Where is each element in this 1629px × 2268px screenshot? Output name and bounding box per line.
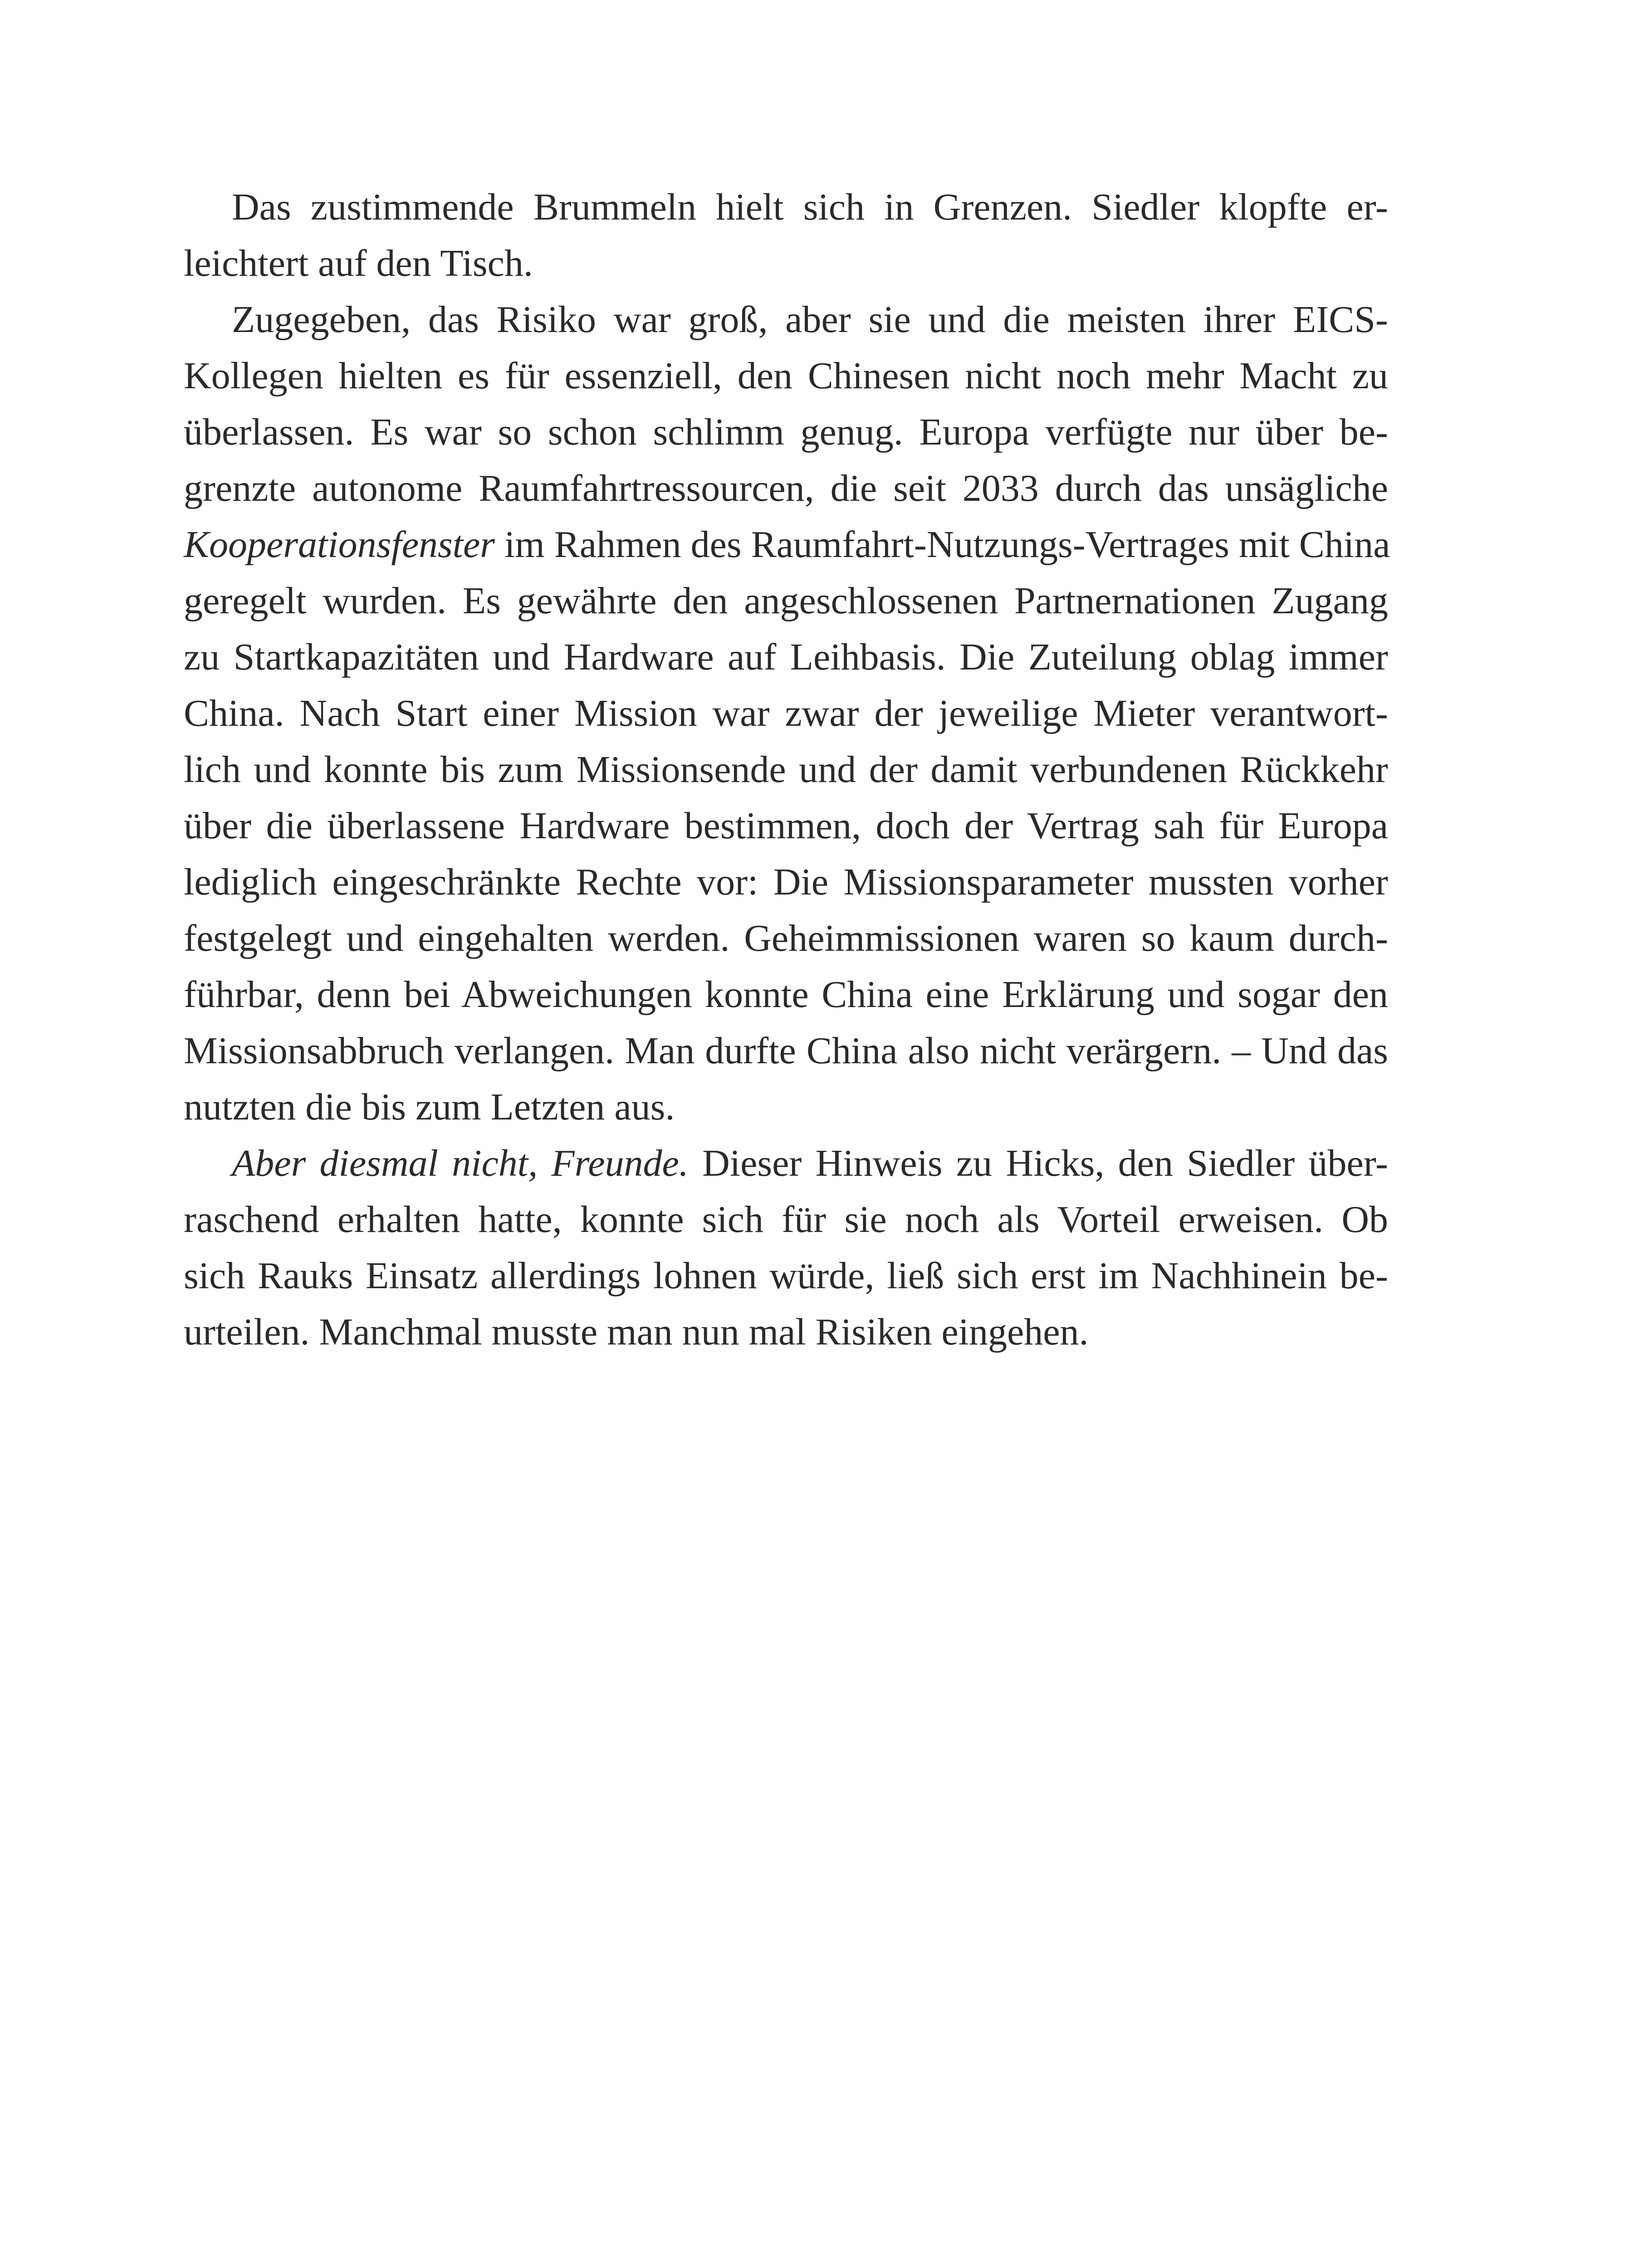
text-line: überlassen. Es war so schon schlimm genug. Europa verfügte nur über be- [184, 411, 1388, 453]
text-line: grenzte autonome Raumfahrtressourcen, die seit 2033 durch das unsägliche [184, 467, 1388, 509]
paragraph [184, 179, 1388, 292]
text-line: sich Rauks Einsatz allerdings lohnen würde, ließ sich erst im Nachhinein be- [184, 1255, 1388, 1297]
text-line: raschend erhalten hatte, konnte sich für sie noch als Vorteil erweisen. Ob [184, 1198, 1388, 1241]
text-line: China. Nach Start einer Mission war zwar der jeweilige Mieter verantwort- [184, 692, 1388, 734]
body-text [184, 179, 1388, 1360]
text-line: nutzten die bis zum Letzten aus. [184, 1086, 675, 1128]
text-line: Kollegen hielten es für essenziell, den Chinesen nicht noch mehr Macht zu [184, 355, 1388, 397]
text-line: Das zustimmende Brummeln hielt sich in Grenzen. Siedler klopfte er- [232, 186, 1388, 228]
text-line: führbar, denn bei Abweichungen konnte China eine Erklärung und sogar den [184, 973, 1388, 1016]
text-line: festgelegt und eingehalten werden. Geheimmissionen waren so kaum durch- [184, 917, 1388, 959]
text-line-rest: Dieser Hinweis zu Hicks, den Siedler über- [688, 1142, 1388, 1184]
italic-term: Kooperationsfenster [184, 523, 495, 566]
text-line [184, 1135, 1388, 1192]
text-line: geregelt wurden. Es gewährte den angeschlossenen Partnernationen Zugang [184, 580, 1388, 622]
text-line-rest: im Rahmen des Raumfahrt-Nutzungs-Vertrages mit China [495, 523, 1390, 566]
paragraph [184, 292, 1388, 1135]
paragraph [184, 1135, 1388, 1360]
text-line: über die überlassene Hardware bestimmen, doch der Vertrag sah für Europa [184, 805, 1388, 847]
text-line: Missionsabbruch verlangen. Man durfte China also nicht verärgern. – Und das [184, 1030, 1388, 1072]
text-line: zu Startkapazitäten und Hardware auf Leihbasis. Die Zuteilung oblag immer [184, 636, 1388, 678]
text-line: lediglich eingeschränkte Rechte vor: Die Missionsparameter mussten vorher [184, 861, 1388, 903]
text-line: urteilen. Manchmal musste man nun mal Risiken eingehen. [184, 1311, 1089, 1353]
text-line: Zugegeben, das Risiko war groß, aber sie und die meisten ihrer EICS- [232, 298, 1388, 341]
italic-phrase: Aber diesmal nicht, Freunde. [232, 1142, 689, 1184]
text-line [184, 517, 1388, 573]
text-line: leichtert auf den Tisch. [184, 242, 533, 284]
text-line: lich und konnte bis zum Missionsende und der damit verbundenen Rückkehr [184, 748, 1388, 791]
